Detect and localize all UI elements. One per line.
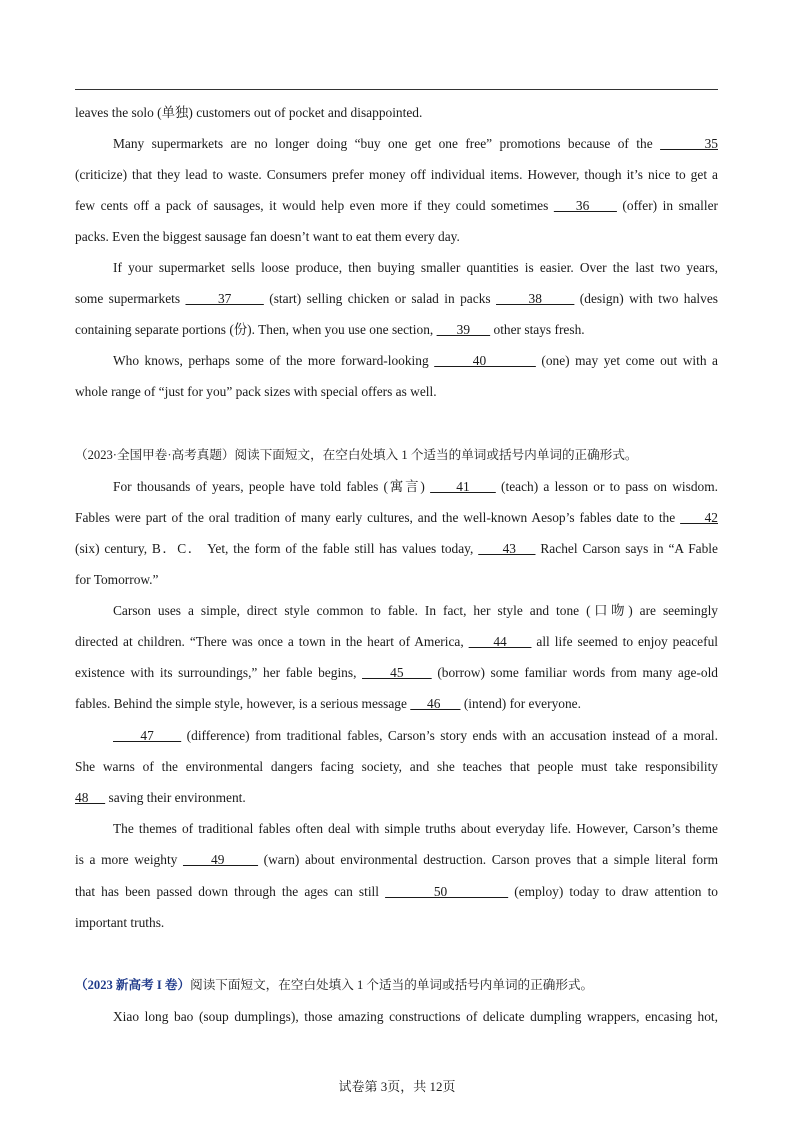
blank-50: 50 xyxy=(385,884,509,899)
blank-39: 39 xyxy=(436,322,491,337)
text-line: (six) century, B．C． Yet, the form of the fable still has values today, 43 Rachel Carson says in “A Fable xyxy=(75,541,718,556)
top-rule xyxy=(75,89,718,90)
text-line: important truths. xyxy=(75,915,165,930)
text-line: containing separate portions (份). Then, when you use one section, 39 other stays fresh. xyxy=(75,322,585,337)
text-line: that has been passed down through the ages can still 50 (employ) today to draw attention to xyxy=(75,884,719,899)
blank-49: 49 xyxy=(182,852,259,867)
blank-45: 45 xyxy=(362,665,432,680)
text-line: Xiao long bao (soup dumplings), those amazing constructions of delicate dumpling wrappers, encasing hot, xyxy=(113,1009,718,1024)
text-line: directed at children. “There was once a town in the heart of America, 44 all life seemed to enjoy peaceful xyxy=(75,634,718,649)
blank-37: 37 xyxy=(185,291,264,306)
section-header: （2023 新高考 I 卷）阅读下面短文，在空白处填入 1 个适当的单词或括号内单词的正确形式。 xyxy=(75,978,594,992)
section-header: （2023·全国甲卷·高考真题）阅读下面短文，在空白处填入 1 个适当的单词或括号内单词的正确形式。 xyxy=(75,448,638,462)
blank-48: 48 xyxy=(75,790,106,805)
text-line: existence with its surroundings,” her fable begins, 45 (borrow) some familiar words from many age-old xyxy=(75,665,718,680)
text-line: for Tomorrow.” xyxy=(75,572,159,587)
text-line: For thousands of years, people have told fables (寓言) 41 (teach) a lesson or to pass on wisdom. xyxy=(113,479,718,494)
text-line: Many supermarkets are no longer doing “buy one get one free” promotions because of the 35 xyxy=(113,136,718,151)
text-line: fables. Behind the simple style, however, is a serious message 46 (intend) for everyone. xyxy=(75,696,581,711)
blank-47: 47 xyxy=(113,728,182,743)
text-line: leaves the solo (单独) customers out of pocket and disappointed. xyxy=(75,105,423,120)
text-line: some supermarkets 37 (start) selling chicken or salad in packs 38 (design) with two halves xyxy=(75,291,719,306)
blank-42: 42 xyxy=(680,510,718,525)
blank-41: 41 xyxy=(430,479,496,494)
text-line: Carson uses a simple, direct style common to fable. In fact, her style and tone (口吻) are seemingly xyxy=(113,603,718,618)
blank-43: 43 xyxy=(478,541,536,556)
blank-36: 36 xyxy=(553,198,617,213)
text-line: whole range of “just for you” pack sizes with special offers as well. xyxy=(75,384,437,399)
blank-44: 44 xyxy=(468,634,532,649)
text-line: The themes of traditional fables often deal with simple truths about everyday life. However, Carson’s theme xyxy=(113,821,718,836)
text-line: (criticize) that they lead to waste. Consumers prefer money off individual items. However, though it’s nice to get a xyxy=(75,167,718,182)
text-line: few cents off a pack of sausages, it would help even more if they could sometimes 36 (offer) in smaller xyxy=(75,198,718,213)
page-footer: 试卷第 3页，共 12页 xyxy=(338,1079,456,1094)
text-line: 47 (difference) from traditional fables, Carson’s story ends with an accusation instead of a moral. xyxy=(113,728,719,743)
blank-46: 46 xyxy=(410,696,461,711)
text-line: If your supermarket sells loose produce, then buying smaller quantities is easier. Over the last two years, xyxy=(113,260,718,275)
text-line: Who knows, perhaps some of the more forward-looking 40 (one) may yet come out with a xyxy=(113,353,719,368)
blank-35: 35 xyxy=(660,136,718,151)
text-line: She warns of the environmental dangers facing society, and she teaches that people must take responsibility xyxy=(75,759,718,774)
source-label: （2023 新高考 I 卷） xyxy=(75,978,191,992)
text-line: is a more weighty 49 (warn) about environmental destruction. Carson proves that a simple literal form xyxy=(75,852,719,867)
blank-38: 38 xyxy=(496,291,575,306)
text-line: 48 saving their environment. xyxy=(75,790,246,805)
text-line: Fables were part of the oral tradition of many early cultures, and the well-known Aesop’s fables date to the 42 xyxy=(75,510,718,525)
blank-40: 40 xyxy=(434,353,536,368)
text-line: packs. Even the biggest sausage fan doesn’t want to eat them every day. xyxy=(75,229,460,244)
